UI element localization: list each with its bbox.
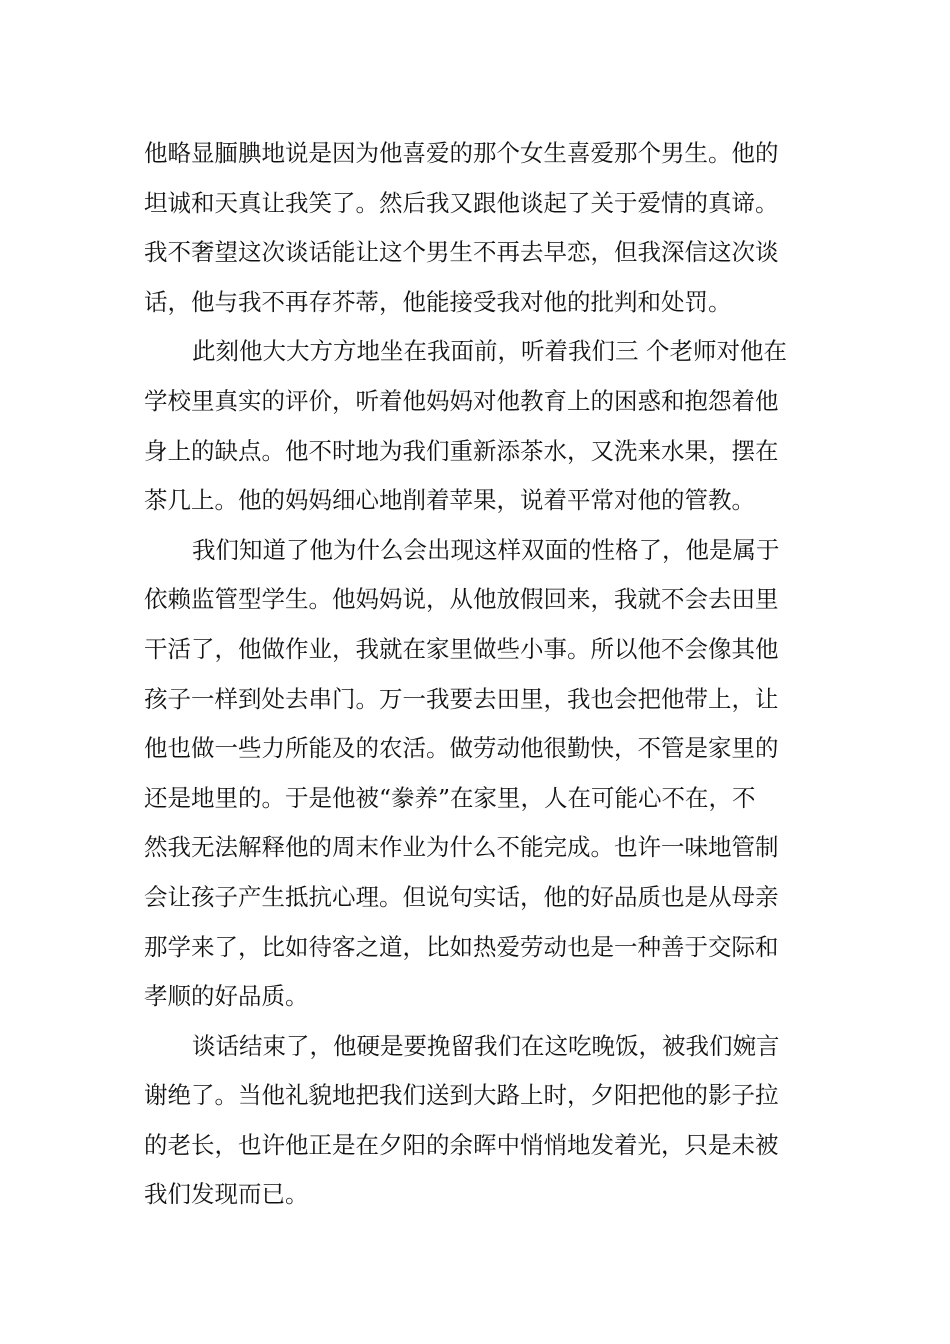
text-line: 我不奢望这次谈话能让这个男生不再去早恋，但我深信这次谈 [144, 238, 779, 267]
paragraph [144, 526, 814, 1022]
text-line: 茶几上。他的妈妈细心地削着苹果，说着平常对他的管教。 [144, 486, 755, 515]
text-line: 会让孩子产生抵抗心理。但说句实话，他的好品质也是从母亲 [144, 882, 779, 911]
text-line: 的老长，也许他正是在夕阳的余晖中悄悄地发着光，只是未被 [144, 1130, 779, 1159]
text-line: 谢绝了。当他礼貌地把我们送到大路上时，夕阳把他的影子拉 [144, 1081, 779, 1110]
text-line: 身上的缺点。他不时地为我们重新添茶水，又洗来水果，摆在 [144, 436, 779, 465]
text-line: 依赖监管型学生。他妈妈说，从他放假回来，我就不会去田里 [144, 585, 779, 614]
text-line: 话，他与我不再存芥蒂，他能接受我对他的批判和处罚。 [144, 287, 732, 316]
text-line: 他也做一些力所能及的农活。做劳动他很勤快，不管是家里的 [144, 734, 779, 763]
text-line: 学校里真实的评价，听着他妈妈对他教育上的困惑和抱怨着他 [144, 386, 779, 415]
text-line: 然我无法解释他的周末作业为什么不能完成。也许一味地管制 [144, 833, 779, 862]
text-line: 谈话结束了，他硬是要挽留我们在这吃晚饭，被我们婉言 [192, 1031, 780, 1060]
text-line: 孝顺的好品质。 [144, 982, 309, 1011]
text-line: 还是地里的。于是他被“豢养”在家里，人在可能心不在，不 [144, 783, 756, 812]
body-text [144, 129, 814, 1220]
paragraph [144, 1022, 814, 1220]
text-line: 他略显腼腆地说是因为他喜爱的那个女生喜爱那个男生。他的 [144, 139, 779, 167]
paragraph [144, 129, 814, 327]
text-line: 干活了，他做作业，我就在家里做些小事。所以他不会像其他 [144, 634, 779, 663]
text-line: 那学来了，比如待客之道，比如热爱劳动也是一种善于交际和 [144, 932, 779, 961]
text-line: 孩子一样到处去串门。万一我要去田里，我也会把他带上，让 [144, 684, 779, 713]
text-line: 坦诚和天真让我笑了。然后我又跟他谈起了关于爱情的真谛。 [144, 188, 779, 217]
text-line: 我们知道了他为什么会出现这样双面的性格了，他是属于 [192, 535, 780, 564]
text-line: 此刻他大大方方地坐在我面前，听着我们三 个老师对他在 [192, 337, 787, 366]
text-line: 我们发现而已。 [144, 1180, 309, 1209]
paragraph [144, 327, 814, 525]
